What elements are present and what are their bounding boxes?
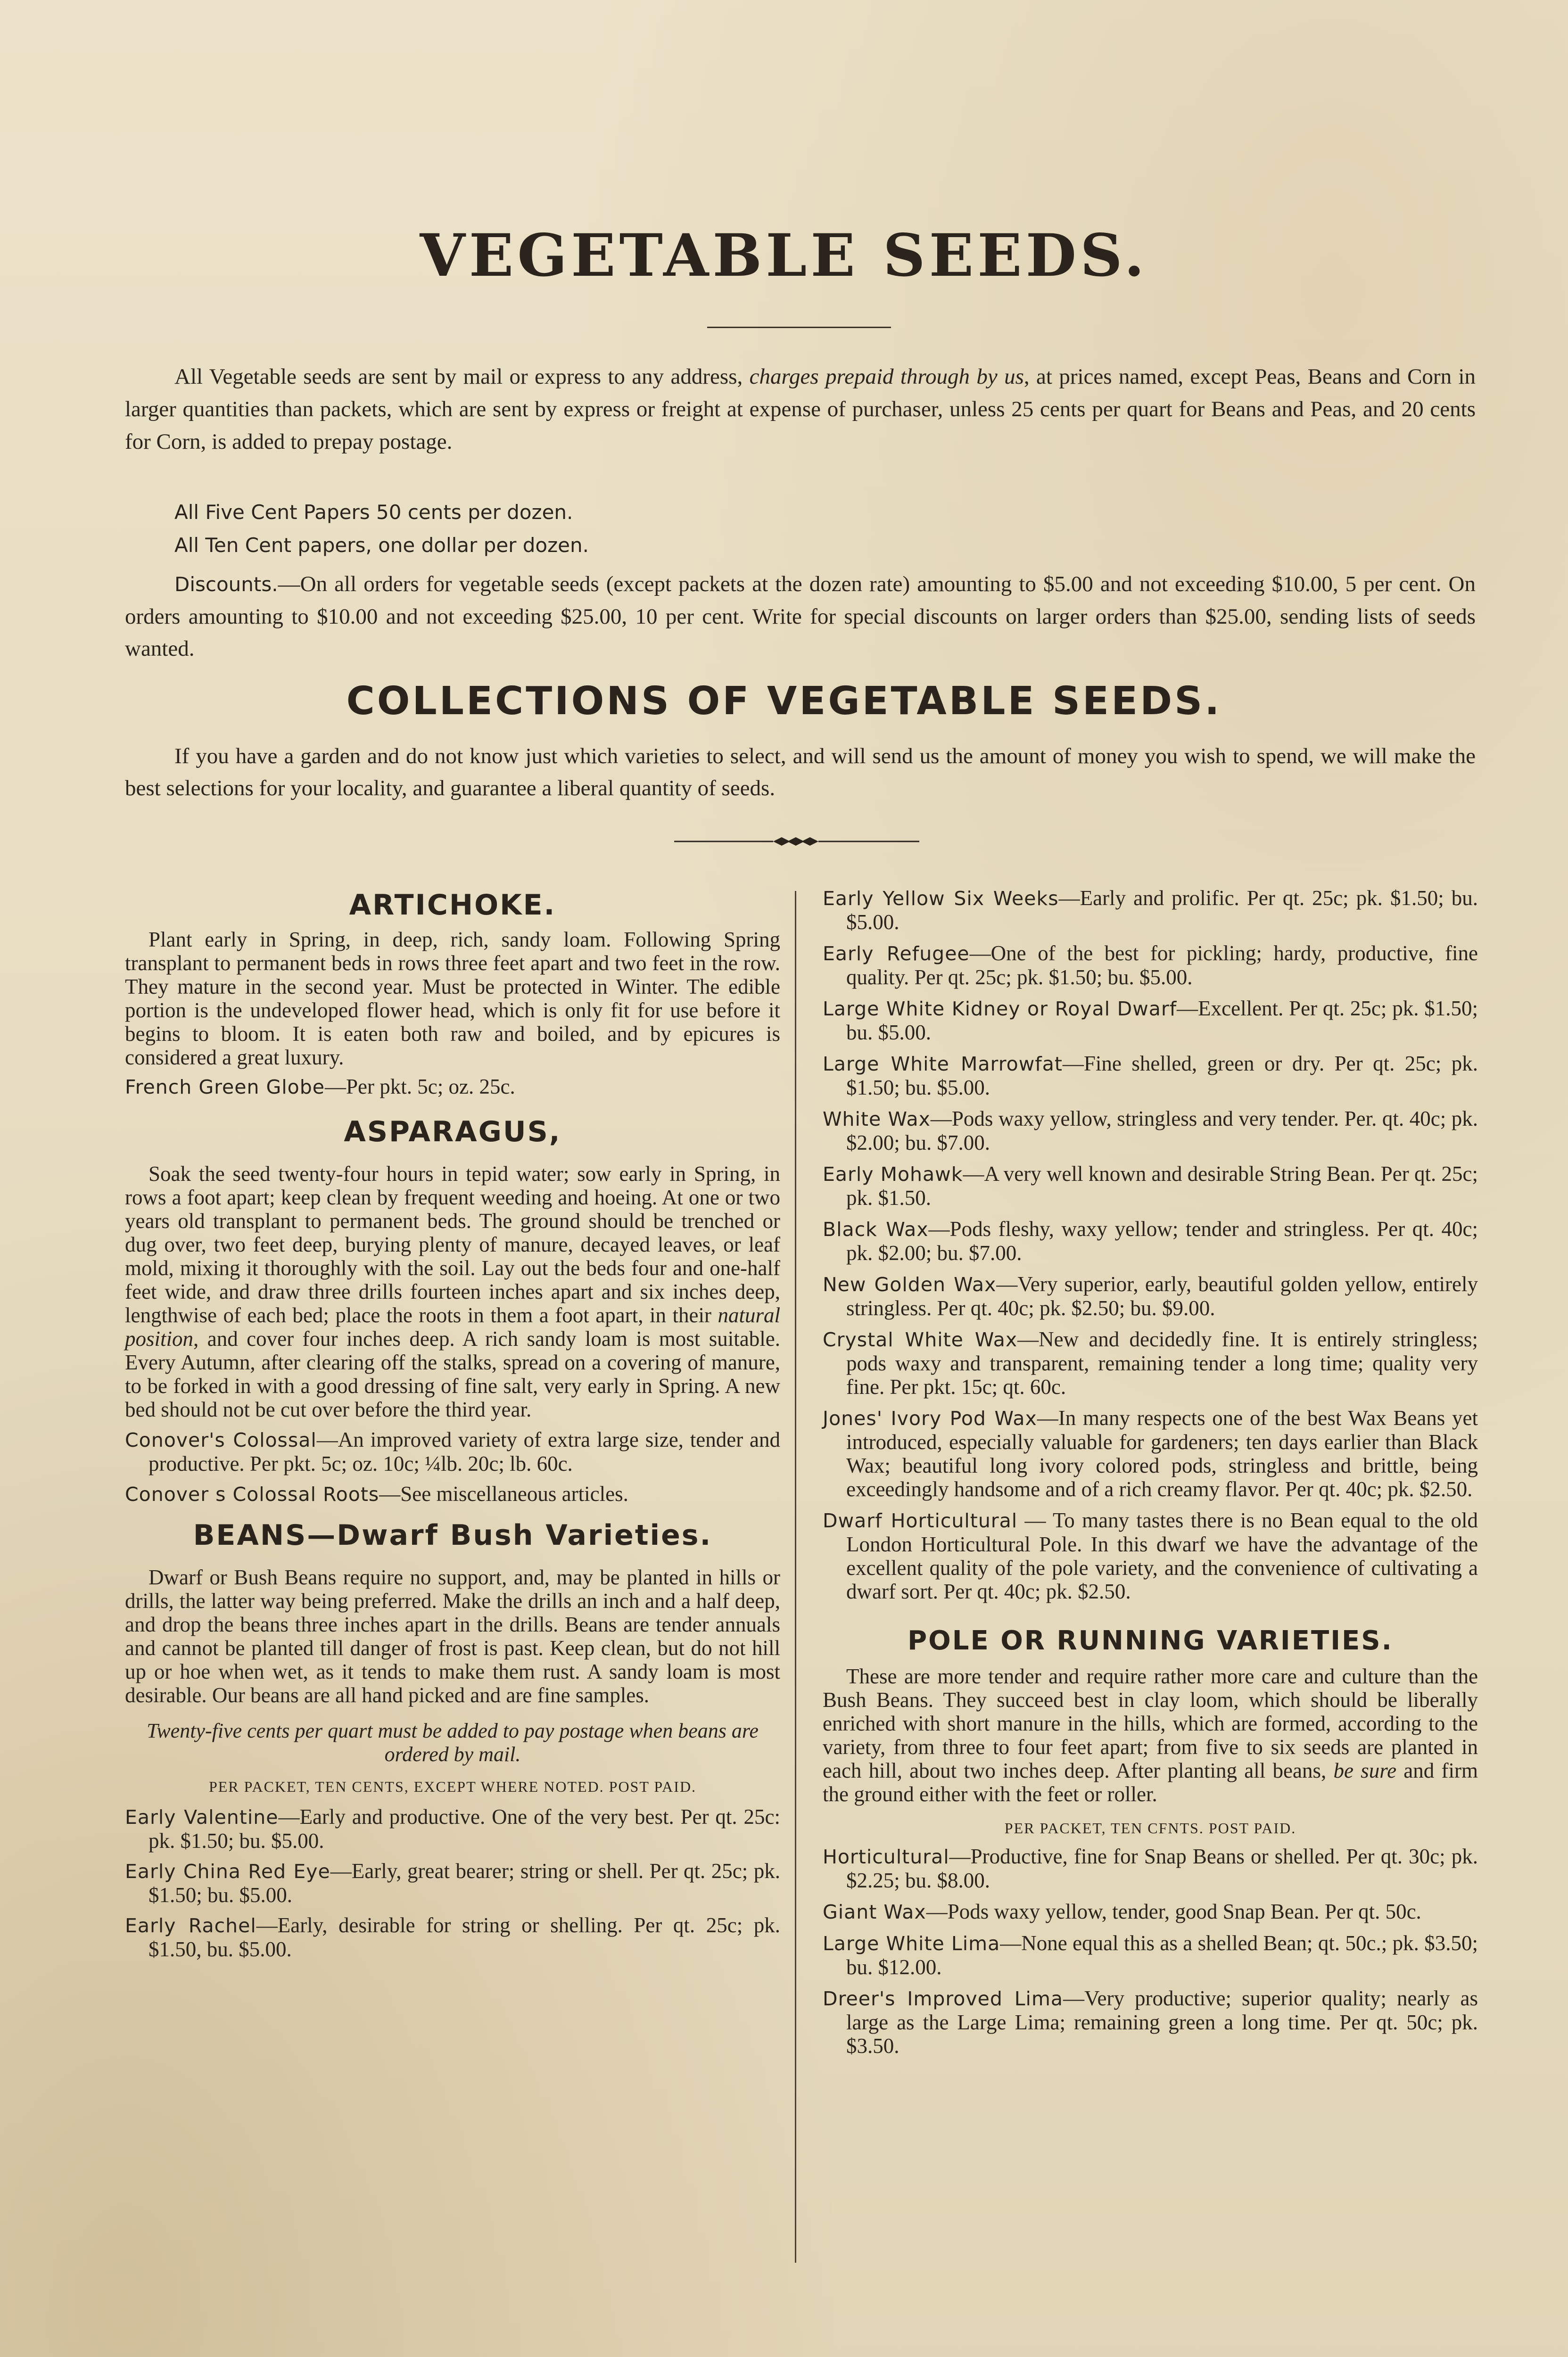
list-item: Conover s Colossal Roots—See miscellaneous articles. <box>125 1482 628 1506</box>
list-item: Large White Marrowfat—Fine shelled, green or dry. Per qt. 25c; pk. $1.50; bu. $5.00. <box>823 1052 1478 1099</box>
artichoke-heading: ARTICHOKE. <box>349 889 556 922</box>
page-title: VEGETABLE SEEDS. <box>420 222 1148 290</box>
right-column <box>823 886 1478 2058</box>
packet-note: PER PACKET, TEN CENTS, EXCEPT WHERE NOTED. POST PAID. <box>208 1778 697 1795</box>
asparagus-text: Soak the seed twenty-four hours in tepid water; sow early in Spring, in rows a foot apart; keep clean by frequent weeding and hoeing. At one or two years old transplant to permanent beds. The ground should be trenched or dug over, two feet deep, burying plenty of manure, decayed leaves, or leaf mold, mixing it thoroughly with the soil. Lay out the beds four and one-half feet wide, and draw three drills fourteen inches apart and six inches deep, lengthwise of each bed; place the roots in them a foot apart, in their natural position, and cover four inches deep. A rich sandy loam is most suitable. Every Autumn, after clearing off the stalks, spread on a covering of manure, to be forked in with a good dressing of fine salt, very early in Spring. A new bed should not be cut over before the third year. <box>125 1162 780 1421</box>
collections-heading: COLLECTIONS OF VEGETABLE SEEDS. <box>346 679 1222 724</box>
artichoke-text: Plant early in Spring, in deep, rich, sandy loam. Following Spring transplant to permanent beds in rows three feet apart and two feet in the row. They mature in the second year. Must be protected in Winter. The edible portion is the undeveloped flower head, which is only fit for use before it begins to bloom. It is eaten both raw and boiled, and by epicures is considered a great luxury. <box>125 928 780 1069</box>
intro-paragraph <box>125 361 1476 458</box>
list-item: Dreer's Improved Lima—Very productive; superior quality; nearly as large as the Large Lima; remaining green a long time. Per qt. 50c; pk. $3.50. <box>823 1986 1478 2058</box>
price-line-five-cent: All Five Cent Papers 50 cents per dozen. <box>174 501 573 524</box>
discounts-text: —On all orders for vegetable seeds (except packets at the dozen rate) amounting to $5.00 and not exceeding $10.00, 5 per cent. On orders amounting to $10.00 and not exceeding $25.00, 10 per cent. Write for special discounts on larger orders than $25.00, sending lists of seeds wanted. <box>125 572 1476 661</box>
intro-text-start: All Vegetable seeds are sent by mail or express to any address, <box>174 364 750 389</box>
list-item: Early Yellow Six Weeks—Early and prolific. Per qt. 25c; pk. $1.50; bu. $5.00. <box>823 886 1478 934</box>
list-item: Giant Wax—Pods waxy yellow, tender, good Snap Bean. Per qt. 50c. <box>823 1900 1421 1923</box>
collections-text: If you have a garden and do not know just which varieties to select, and will send us the amount of money you wish to spend, we will make the best selections for your locality, and guarantee a liberal quantity of seeds. <box>125 744 1476 800</box>
list-item: Early Rachel—Early, desirable for string or shelling. Per qt. 25c; pk. $1.50, bu. $5.00. <box>125 1913 780 1961</box>
list-item: Early Refugee—One of the best for pickling; hardy, productive, fine quality. Per qt. 25c; pk. $1.50; bu. $5.00. <box>823 941 1478 989</box>
discounts-paragraph <box>125 568 1476 665</box>
list-item: Early Mohawk—A very well known and desirable String Bean. Per qt. 25c; pk. $1.50. <box>823 1162 1478 1210</box>
ornament-divider <box>674 834 929 849</box>
list-item: Conover's Colossal—An improved variety of extra large size, tender and productive. Per pkt. 5c; oz. 10c; ¼lb. 20c; lb. 60c. <box>125 1428 780 1475</box>
list-item: Jones' Ivory Pod Wax—In many respects one of the best Wax Beans yet introduced, especially valuable for gardeners; ten days earlier than Black Wax; beautiful long ivory colored pods, stringless and brittle, being exceedingly handsome and of a rich creamy flavor. Per qt. 40c; pk. $2.50. <box>823 1406 1478 1501</box>
list-item: Horticultural—Productive, fine for Snap Beans or shelled. Per qt. 30c; pk. $2.25; bu. $8.00. <box>823 1845 1478 1892</box>
list-item: Early Valentine—Early and productive. One of the very best. Per qt. 25c: pk. $1.50; bu. $5.00. <box>125 1805 780 1853</box>
list-item: Black Wax—Pods fleshy, waxy yellow; tender and stringless. Per qt. 40c; pk. $2.00; bu. $7.00. <box>823 1217 1478 1265</box>
asparagus-heading: ASPARAGUS, <box>344 1115 561 1148</box>
column-divider <box>795 891 796 2263</box>
list-item: Crystal White Wax—New and decidedly fine. It is entirely stringless; pods waxy and transparent, remaining tender a long time; quality very fine. Per pkt. 15c; qt. 60c. <box>823 1327 1478 1399</box>
pole-beans-heading: POLE OR RUNNING VARIETIES. <box>908 1625 1393 1656</box>
discounts-label: Discounts. <box>174 573 278 596</box>
beans-dwarf-text: Dwarf or Bush Beans require no support, and, may be planted in hills or drills, the latter way being preferred. Make the drills an inch and a half deep, and drop the beans three inches apart in the drills. Beans are tender annuals and cannot be planted till danger of frost is past. Keep clean, but do not hill up or hoe when wet, as it tends to make them rust. A sandy loam is most desirable. Our beans are all hand picked and are fine samples. <box>125 1566 780 1707</box>
list-item: Large White Lima—None equal this as a shelled Bean; qt. 50c.; pk. $3.50; bu. $12.00. <box>823 1931 1478 1979</box>
postage-note: Twenty-five cents per quart must be added to pay postage when beans are ordered by mail. <box>147 1719 759 1766</box>
list-item: White Wax—Pods waxy yellow, stringless and very tender. Per. qt. 40c; pk. $2.00; bu. $7.00. <box>823 1107 1478 1154</box>
left-column <box>125 886 780 1961</box>
price-line-ten-cent: All Ten Cent papers, one dollar per dozen. <box>174 534 589 557</box>
list-item: Large White Kidney or Royal Dwarf—Excellent. Per qt. 25c; pk. $1.50; bu. $5.00. <box>823 997 1478 1044</box>
list-item: Dwarf Horticultural — To many tastes there is no Bean equal to the old London Horticultural Pole. In this dwarf we have the advantage of the excellent quality of the pole variety, and the convenience of cultivating a dwarf sort. Per qt. 40c; pk. $2.50. <box>823 1508 1478 1603</box>
title-divider <box>707 327 891 328</box>
beans-dwarf-heading: BEANS—Dwarf Bush Varieties. <box>193 1519 712 1552</box>
intro-italic-phrase: charges prepaid through by us <box>749 364 1024 389</box>
list-item: French Green Globe—Per pkt. 5c; oz. 25c. <box>125 1075 515 1098</box>
list-item: New Golden Wax—Very superior, early, beautiful golden yellow, entirely stringless. Per qt. 40c; pk. $2.50; bu. $9.00. <box>823 1272 1478 1320</box>
list-item: Early China Red Eye—Early, great bearer; string or shell. Per qt. 25c; pk. $1.50; bu. $5.00. <box>125 1859 781 1907</box>
pole-beans-text: These are more tender and require rather more care and culture than the Bush Beans. They succeed best in clay loom, which should be liberally enriched with short manure in the hills, which are formed, according to the variety, from three to four feet apart; from five to six seeds are planted in each hill, about two inches deep. After planting all beans, be sure and firm the ground either with the feet or roller. <box>823 1665 1478 1806</box>
intro-text-end: , at prices named, except Peas, Beans and Corn in larger quantities than packets, which are sent by express or freight at expense of purchaser, unless 25 cents per quart for Beans and Peas, and 20 cents for Corn, is added to prepay postage. <box>125 364 1476 454</box>
pole-packet-note: PER PACKET, TEN CFNTS. POST PAID. <box>1004 1820 1296 1837</box>
